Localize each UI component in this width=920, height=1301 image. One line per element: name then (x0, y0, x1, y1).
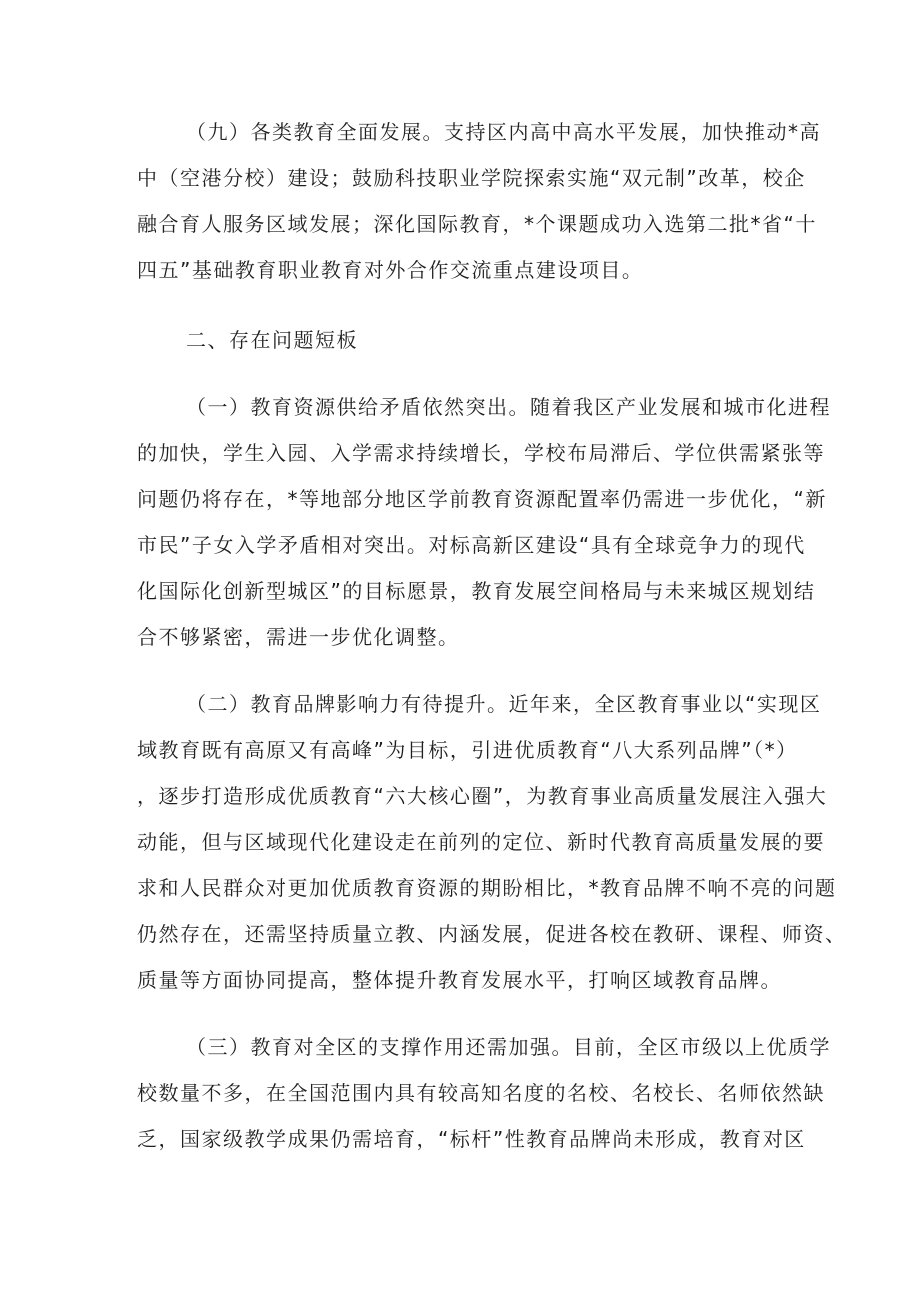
para-4-line-1: （二）教育品牌影响力有待提升。近年来，全区教育事业以“实现区 (186, 692, 822, 716)
para-5-line-2: 校数量不多，在全国范围内具有较高知名度的名校、名校长、名师依然缺 (137, 1081, 825, 1105)
para-3-line-1: （一）教育资源供给矛盾依然突出。随着我区产业发展和城市化进程 (186, 395, 831, 419)
para-5-line-1: （三）教育对全区的支撑作用还需加强。目前，全区市级以上优质学 (186, 1035, 831, 1059)
para-4-line-5: 求和人民群众对更加优质教育资源的期盼相比，*教育品牌不响不亮的问题 (137, 876, 837, 900)
para-3-line-2: 的加快，学生入园、入学需求持续增长，学校布局滞后、学位供需紧张等 (137, 441, 825, 465)
para-5-line-3: 乏，国家级教学成果仍需培育，“标杆”性教育品牌尚未形成，教育对区 (137, 1127, 806, 1151)
section-heading: 二、存在问题短板 (186, 328, 358, 352)
para-3-line-4: 市民”子女入学矛盾相对突出。对标高新区建设“具有全球竞争力的现代 (137, 533, 806, 557)
para-4-line-3: ，逐步打造形成优质教育“六大核心圈”，为教育事业高质量发展注入强大 (137, 784, 828, 808)
para-3-line-5: 化国际化创新型城区”的目标愿景，教育发展空间格局与未来城区规划结 (137, 579, 816, 603)
para-1-line-3: 融合育人服务区域发展；深化国际教育，*个课题成功入选第二批*省“十 (137, 212, 817, 236)
para-1-line-4: 四五”基础教育职业教育对外合作交流重点建设项目。 (137, 258, 644, 282)
para-3-line-6: 合不够紧密，需进一步优化调整。 (137, 625, 460, 649)
para-3-line-3: 问题仍将存在，*等地部分地区学前教育资源配置率仍需进一步优化，“新 (137, 487, 827, 511)
para-4-line-4: 动能，但与区域现代化建设走在前列的定位、新时代教育高质量发展的要 (137, 830, 825, 854)
para-4-line-7: 质量等方面协同提高，整体提升教育发展水平，打响区域教育品牌。 (137, 968, 782, 992)
para-1-line-1: （九）各类教育全面发展。支持区内高中高水平发展，加快推动*高 (186, 120, 821, 144)
para-4-line-2: 域教育既有高原又有高峰”为目标，引进优质教育“八大系列品牌”（*） (137, 738, 798, 762)
para-1-line-2: 中（空港分校）建设；鼓励科技职业学院探索实施“双元制”改革，校企 (137, 166, 806, 190)
para-4-line-6: 仍然存在，还需坚持质量立教、内涵发展，促进各校在教研、课程、师资、 (137, 922, 847, 946)
